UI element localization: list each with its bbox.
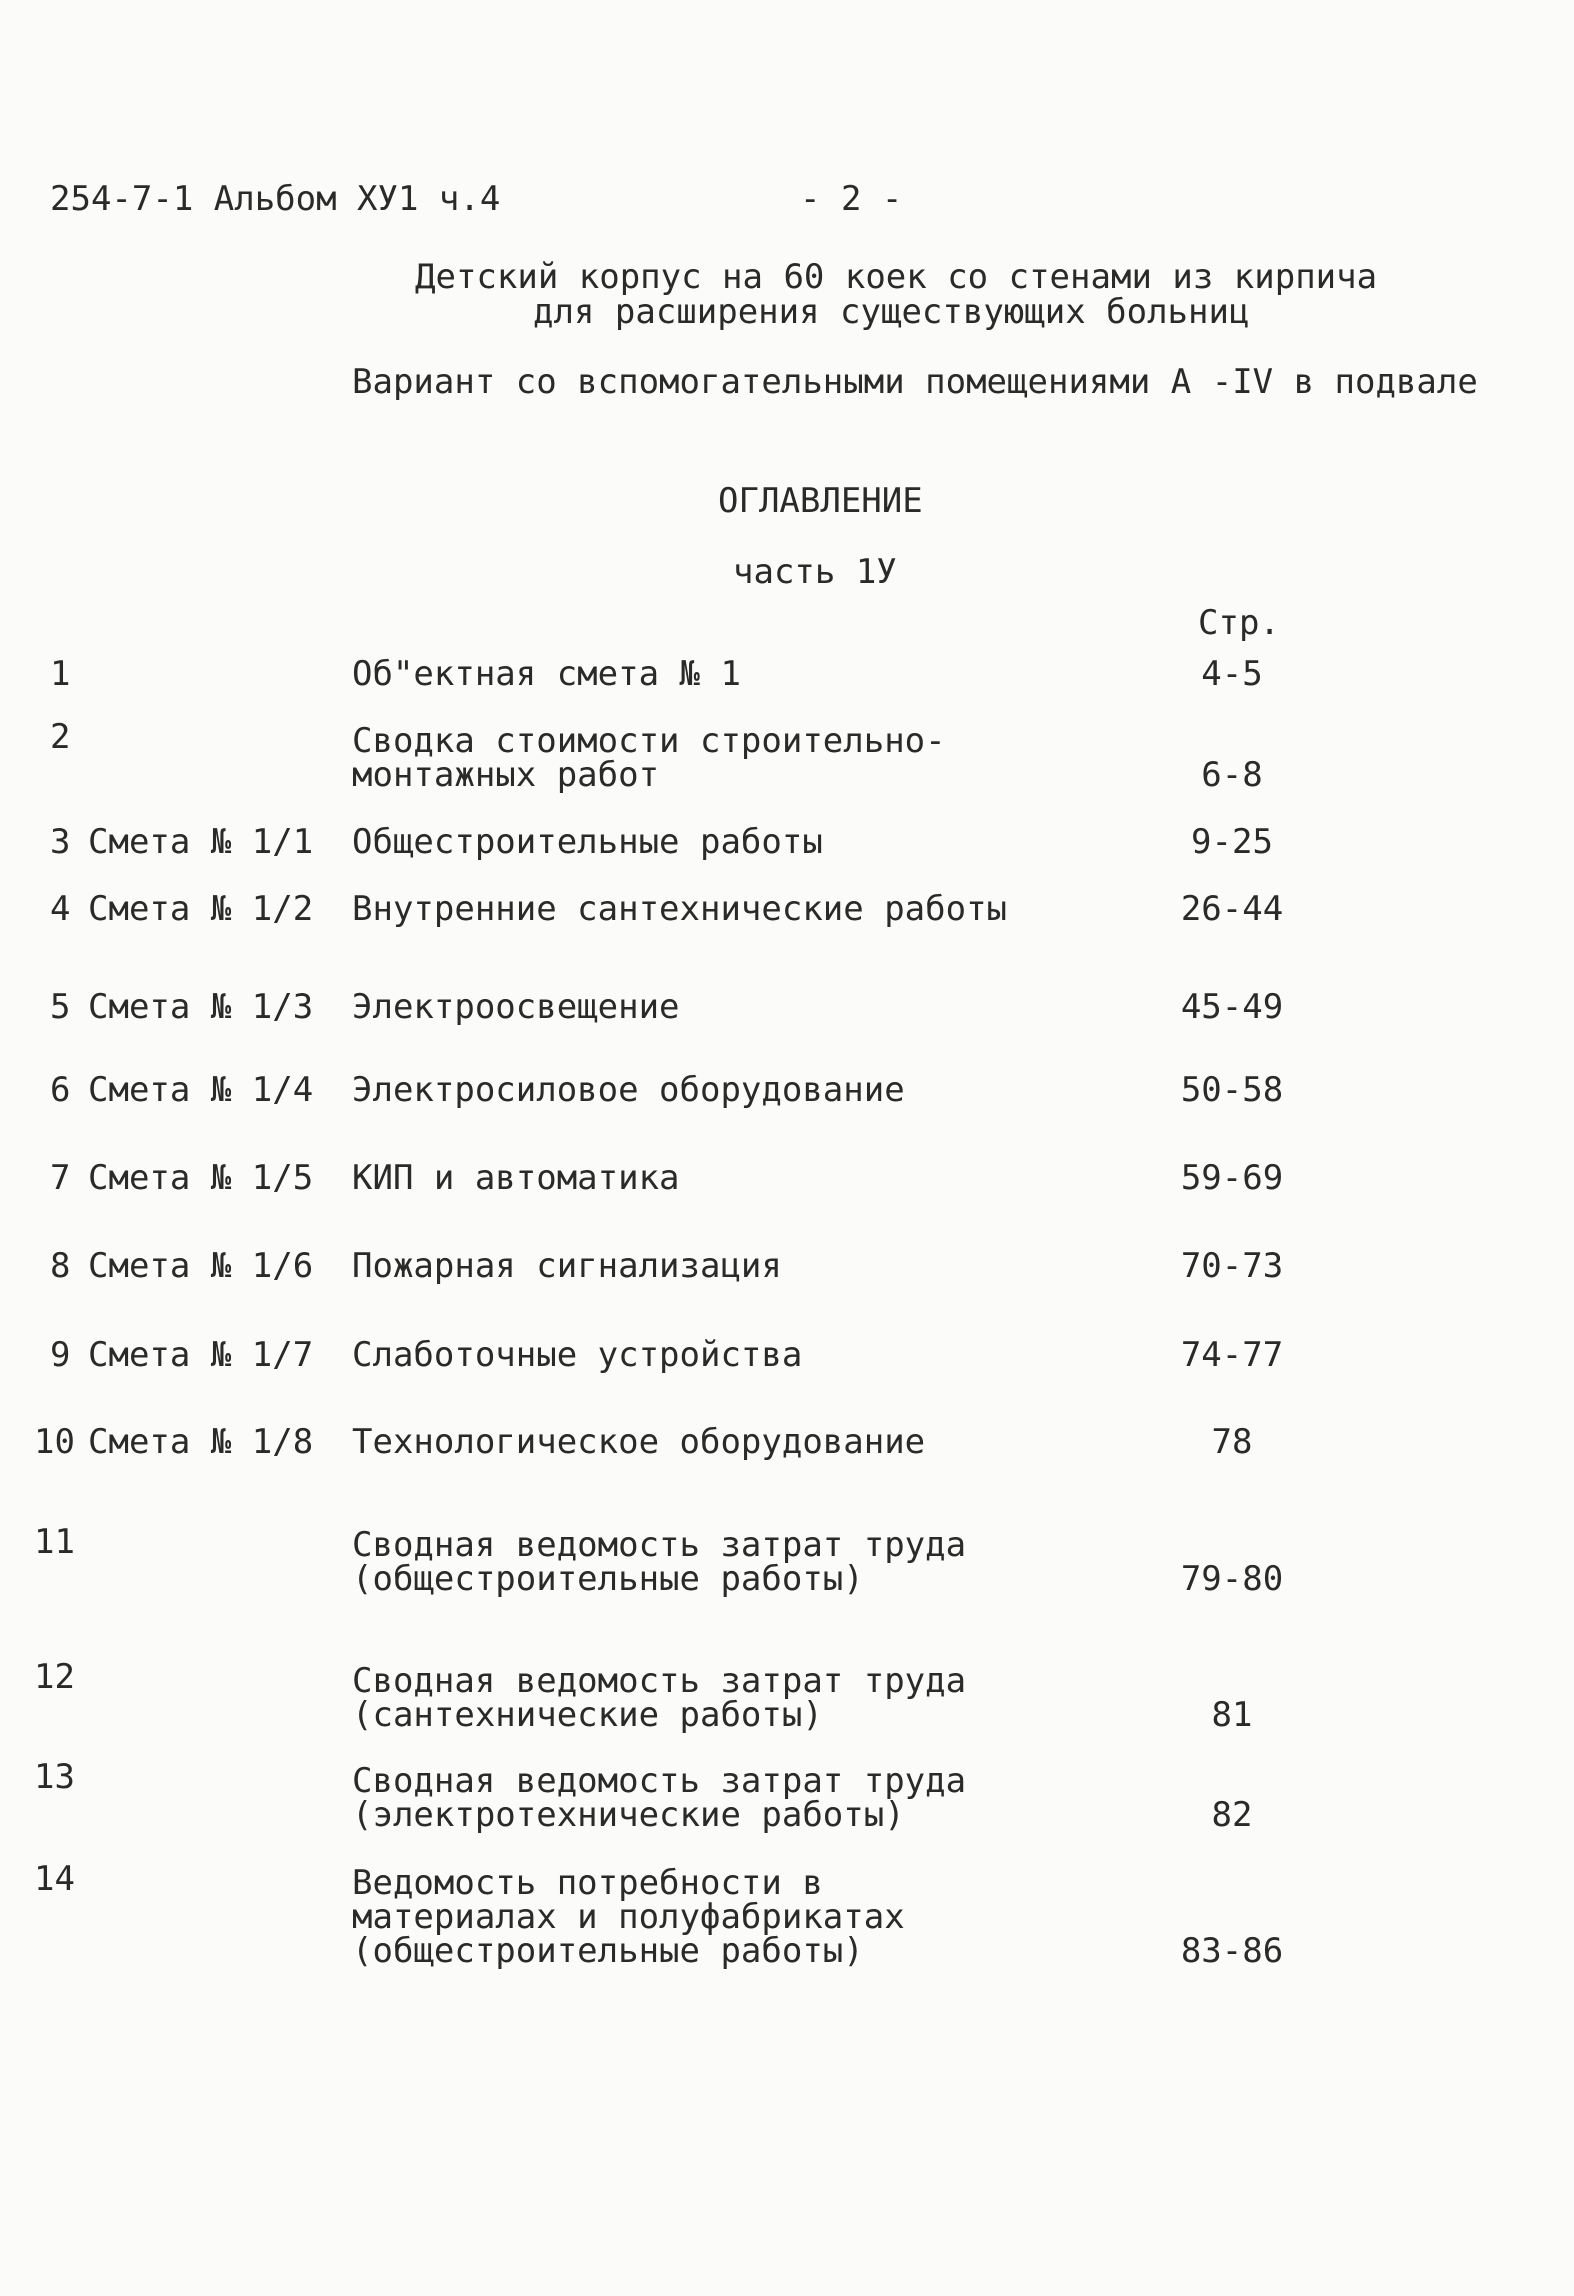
row-number: 6 — [50, 1070, 71, 1110]
row-description-line: (общестроительные работы) — [352, 1559, 864, 1599]
row-description — [352, 822, 823, 862]
row-number: 10 — [34, 1422, 75, 1462]
row-pages: 45-49 — [1180, 987, 1284, 1027]
row-description — [352, 1761, 967, 1835]
row-description-line: Электроосвещение — [352, 987, 680, 1027]
row-description-line: Сводная ведомость затрат труда — [352, 1661, 967, 1701]
row-description — [352, 1525, 967, 1599]
row-pages: 82 — [1211, 1795, 1253, 1835]
row-number: 14 — [34, 1859, 75, 1899]
row-description — [352, 654, 741, 694]
document-code: 254-7-1 Альбом ХУ1 ч.4 — [50, 179, 501, 219]
row-pages: 50-58 — [1180, 1070, 1284, 1110]
row-description-line: Технологическое оборудование — [352, 1422, 926, 1462]
row-description — [352, 1863, 905, 1971]
page-number: - 2 - — [800, 179, 903, 219]
row-description — [352, 1335, 803, 1375]
row-smeta: Смета № 1/1 — [88, 822, 314, 862]
row-description — [352, 889, 1008, 929]
title-line-1: Детский корпус на 60 коек со стенами из кирпича — [415, 257, 1378, 297]
row-description-line: Слаботочные устройства — [352, 1335, 803, 1375]
row-description — [352, 1661, 967, 1735]
row-pages: 6-8 — [1201, 755, 1263, 795]
row-description — [352, 987, 680, 1027]
part-label: часть 1У — [733, 552, 897, 592]
row-description-line: Сводка стоимости строительно- — [352, 721, 946, 761]
row-pages: 26-44 — [1180, 889, 1284, 929]
row-smeta: Смета № 1/2 — [88, 889, 314, 929]
row-smeta: Смета № 1/3 — [88, 987, 314, 1027]
toc-heading: ОГЛАВЛЕНИЕ — [718, 481, 923, 521]
row-description — [352, 1070, 905, 1110]
row-smeta: Смета № 1/5 — [88, 1158, 314, 1198]
row-description-line: Об"ектная смета № 1 — [352, 654, 741, 694]
row-pages: 9-25 — [1191, 822, 1273, 862]
row-description-line: (сантехнические работы) — [352, 1695, 823, 1735]
row-description-line: (общестроительные работы) — [352, 1931, 864, 1971]
row-pages: 74-77 — [1180, 1335, 1284, 1375]
row-description-line: Сводная ведомость затрат труда — [352, 1525, 967, 1565]
row-description — [352, 1246, 782, 1286]
row-number: 1 — [50, 654, 71, 694]
row-description-line: Электросиловое оборудование — [352, 1070, 905, 1110]
row-pages: 70-73 — [1180, 1246, 1284, 1286]
row-description-line: КИП и автоматика — [352, 1158, 680, 1198]
row-description — [352, 1158, 680, 1198]
row-description-line: материалах и полуфабрикатах — [352, 1897, 905, 1937]
row-number: 12 — [34, 1657, 75, 1697]
row-number: 2 — [50, 717, 71, 757]
row-description-line: монтажных работ — [352, 755, 660, 795]
row-number: 13 — [34, 1757, 75, 1797]
row-description-line: (электротехнические работы) — [352, 1795, 905, 1835]
row-number: 4 — [50, 889, 71, 929]
row-pages: 78 — [1211, 1422, 1253, 1462]
row-number: 3 — [50, 822, 71, 862]
row-description-line: Ведомость потребности в — [352, 1863, 823, 1903]
title-line-2: для расширения существующих больниц — [533, 292, 1250, 332]
variant-line: Вариант со вспомогательными помещениями А -IV в подвале — [352, 362, 1478, 402]
row-pages: 83-86 — [1180, 1931, 1284, 1971]
row-number: 11 — [34, 1522, 75, 1562]
row-description — [352, 721, 946, 795]
row-number: 8 — [50, 1246, 71, 1286]
row-pages: 59-69 — [1180, 1158, 1284, 1198]
pages-column-header: Стр. — [1198, 603, 1280, 643]
row-description-line: Пожарная сигнализация — [352, 1246, 782, 1286]
row-number: 9 — [50, 1335, 71, 1375]
row-number: 7 — [50, 1158, 71, 1198]
row-smeta: Смета № 1/4 — [88, 1070, 314, 1110]
row-smeta: Смета № 1/7 — [88, 1335, 314, 1375]
row-description — [352, 1422, 926, 1462]
row-smeta: Смета № 1/8 — [88, 1422, 314, 1462]
row-description-line: Внутренние сантехнические работы — [352, 889, 1008, 929]
row-number: 5 — [50, 987, 71, 1027]
row-description-line: Общестроительные работы — [352, 822, 823, 862]
row-description-line: Сводная ведомость затрат труда — [352, 1761, 967, 1801]
row-pages: 81 — [1211, 1695, 1253, 1735]
row-smeta: Смета № 1/6 — [88, 1246, 314, 1286]
row-pages: 4-5 — [1201, 654, 1263, 694]
row-pages: 79-80 — [1180, 1559, 1284, 1599]
